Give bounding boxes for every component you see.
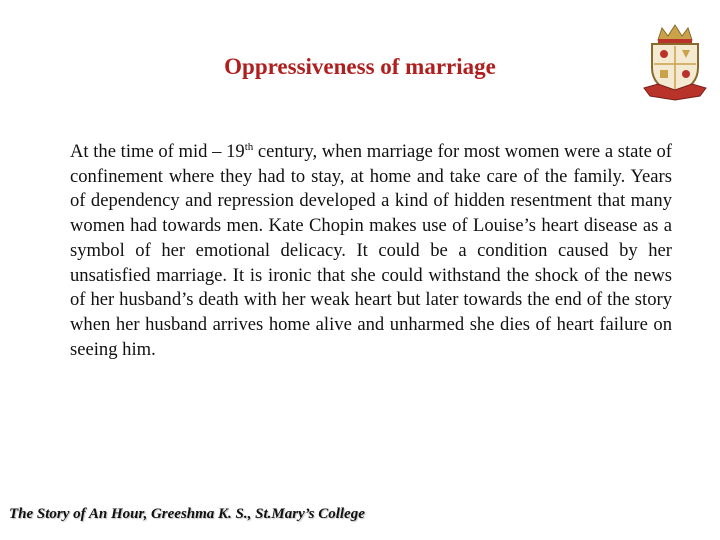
body-text-rest: century, when marriage for most women were a state of confinement where they had to stay, at home and take care of the family. Years of dependency and repression developed a kind of hidden resentment that many women had towards men. Kate Chopin makes use of Louise’s heart disease as a symbol of her emotional delicacy. It could be a condition caused by her unsatisfied marriage. It is ironic that she could withstand the shock of the news of her husband’s death with her weak heart but later towards the end of the story when her husband arrives home alive and unharmed she dies of heart failure on seeing him. [70, 141, 672, 360]
body-paragraph [70, 140, 672, 362]
body-superscript: th [244, 141, 254, 153]
slide-title: Oppressiveness of marriage [224, 54, 496, 79]
slide-footer: The Story of An Hour, Greeshma K. S., St.Mary’s College [9, 506, 365, 522]
body-text-start: At the time of mid – 19 [70, 141, 245, 162]
college-emblem-icon [640, 20, 710, 102]
